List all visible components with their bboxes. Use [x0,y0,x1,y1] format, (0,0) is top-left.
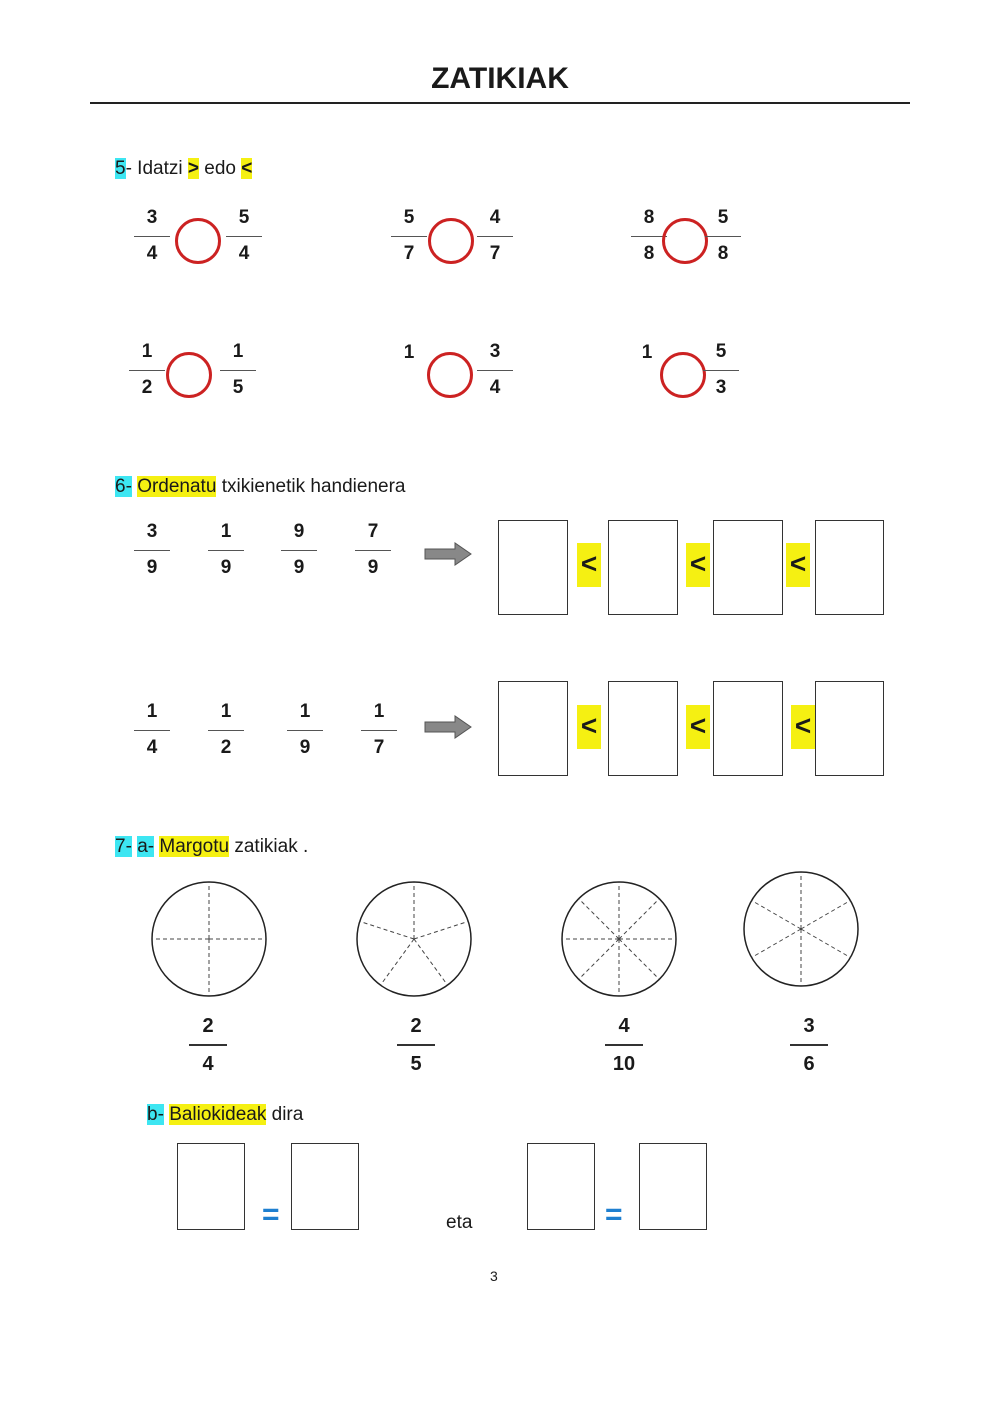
fraction: 1 7 [359,702,399,758]
answer-box[interactable] [527,1143,595,1230]
answer-box[interactable] [291,1143,359,1230]
instruction-verb: Baliokideak [169,1104,267,1125]
answer-box[interactable] [639,1143,707,1230]
fraction-right: 4 7 [475,208,515,264]
answer-circle[interactable] [662,218,708,264]
dash: - [125,158,132,179]
less-than-symbol: < [686,543,710,587]
question-7-heading [115,836,308,858]
fraction-left: 5 7 [389,208,429,264]
answer-box[interactable] [608,520,678,615]
arrow-right-icon [423,542,473,566]
fraction-left: 8 8 [629,208,669,264]
fraction: 9 9 [279,522,319,578]
answer-circle[interactable] [428,218,474,264]
answer-circle[interactable] [166,352,212,398]
fraction: 1 4 [132,702,172,758]
pie-circle-8-parts[interactable] [560,880,678,998]
fraction: 4 10 [599,1016,649,1074]
fraction-right: 5 8 [703,208,743,264]
answer-box[interactable] [177,1143,245,1230]
fraction: 2 4 [183,1016,233,1074]
fraction-left: 1 2 [127,342,167,398]
pie-circle-4-parts[interactable] [150,880,268,998]
less-than-symbol: < [686,705,710,749]
fraction: 3 6 [784,1016,834,1074]
fraction-right: 5 4 [224,208,264,264]
fraction: 1 9 [285,702,325,758]
instruction-text: edo [199,158,242,179]
pie-circle-6-parts[interactable] [742,870,860,988]
instruction-text: dira [266,1104,304,1125]
fraction: 7 9 [353,522,393,578]
sub-question-label: b- [147,1104,164,1125]
answer-box[interactable] [815,681,884,776]
answer-box[interactable] [815,520,884,615]
answer-box[interactable] [498,520,568,615]
question-5-heading [115,158,252,180]
question-6-heading [115,476,406,498]
instruction-text: txikienetik handienera [216,476,406,497]
instruction-text: Idatzi [131,158,188,179]
page-number: 3 [490,1268,498,1284]
answer-box[interactable] [713,520,783,615]
less-than-symbol: < [786,543,810,587]
fraction: 1 2 [206,702,246,758]
answer-box[interactable] [498,681,568,776]
whole-number: 1 [641,342,653,363]
answer-box[interactable] [608,681,678,776]
instruction-text: zatikiak . [229,836,309,857]
answer-box[interactable] [713,681,783,776]
question-number: 6- [115,476,132,497]
pie-circle-5-parts[interactable] [355,880,473,998]
fraction-right: 3 4 [475,342,515,398]
fraction-right: 5 3 [701,342,741,398]
page-title: ZATIKIAK [431,62,569,95]
fraction: 3 9 [132,522,172,578]
question-number: 5 [115,158,126,179]
title-divider [90,102,910,104]
less-than-symbol: < [577,543,601,587]
less-than-symbol: < [241,158,253,179]
whole-number: 1 [403,342,415,363]
sub-question-label: a- [137,836,155,857]
equals-sign: = [262,1198,280,1231]
answer-circle[interactable] [427,352,473,398]
answer-circle[interactable] [175,218,221,264]
fraction-right: 1 5 [218,342,258,398]
greater-than-symbol: > [187,158,199,179]
fraction: 2 5 [391,1016,441,1074]
less-than-symbol: < [791,705,815,749]
less-than-symbol: < [577,705,601,749]
arrow-right-icon [423,715,473,739]
instruction-verb: Ordenatu [137,476,217,497]
question-7b-heading [147,1104,303,1126]
equals-sign: = [605,1198,623,1231]
instruction-verb: Margotu [159,836,230,857]
fraction-left: 3 4 [132,208,172,264]
conjunction-text: eta [446,1212,473,1233]
fraction: 1 9 [206,522,246,578]
question-number: 7- [115,836,132,857]
answer-circle[interactable] [660,352,706,398]
